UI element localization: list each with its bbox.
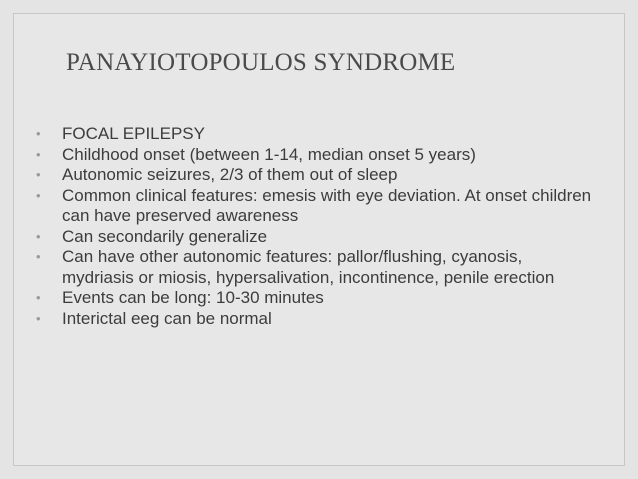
bullet-text: Can have other autonomic features: pallor/flushing, cyanosis, mydriasis or miosis, hypersalivation, incontinence, penile erection [62,247,555,287]
bullet-item [36,309,596,330]
bullet-item [36,165,596,186]
bullet-dot-icon: • [36,228,41,244]
bullet-item [36,145,596,166]
bullet-text: Autonomic seizures, 2/3 of them out of sleep [62,165,398,184]
bullet-text: Can secondarily generalize [62,226,268,246]
bullet-text: Events can be long: 10-30 minutes [62,288,324,307]
bullet-item [36,288,596,309]
slide-title: PANAYIOTOPOULOS SYNDROME [66,49,456,76]
bullet-dot-icon: • [36,290,41,305]
bullet-text: Common clinical features: emesis with eye deviation. At onset children can have preserved awareness [62,185,592,225]
bullet-item [36,247,596,288]
bullet-list [36,124,596,329]
bullet-dot-icon: • [36,249,41,264]
bullet-dot-icon: • [36,167,41,182]
bullet-item [36,227,596,248]
bullet-dot-icon: • [36,146,41,162]
bullet-text: Childhood onset (between 1-14, median onset 5 years) [62,144,476,164]
bullet-text: Interictal eeg can be normal [62,308,272,328]
bullet-dot-icon: • [36,126,41,141]
bullet-text: FOCAL EPILEPSY [62,124,205,143]
bullet-item [36,186,596,227]
bullet-item [36,124,596,145]
bullet-dot-icon: • [36,310,41,326]
bullet-dot-icon: • [36,187,41,203]
